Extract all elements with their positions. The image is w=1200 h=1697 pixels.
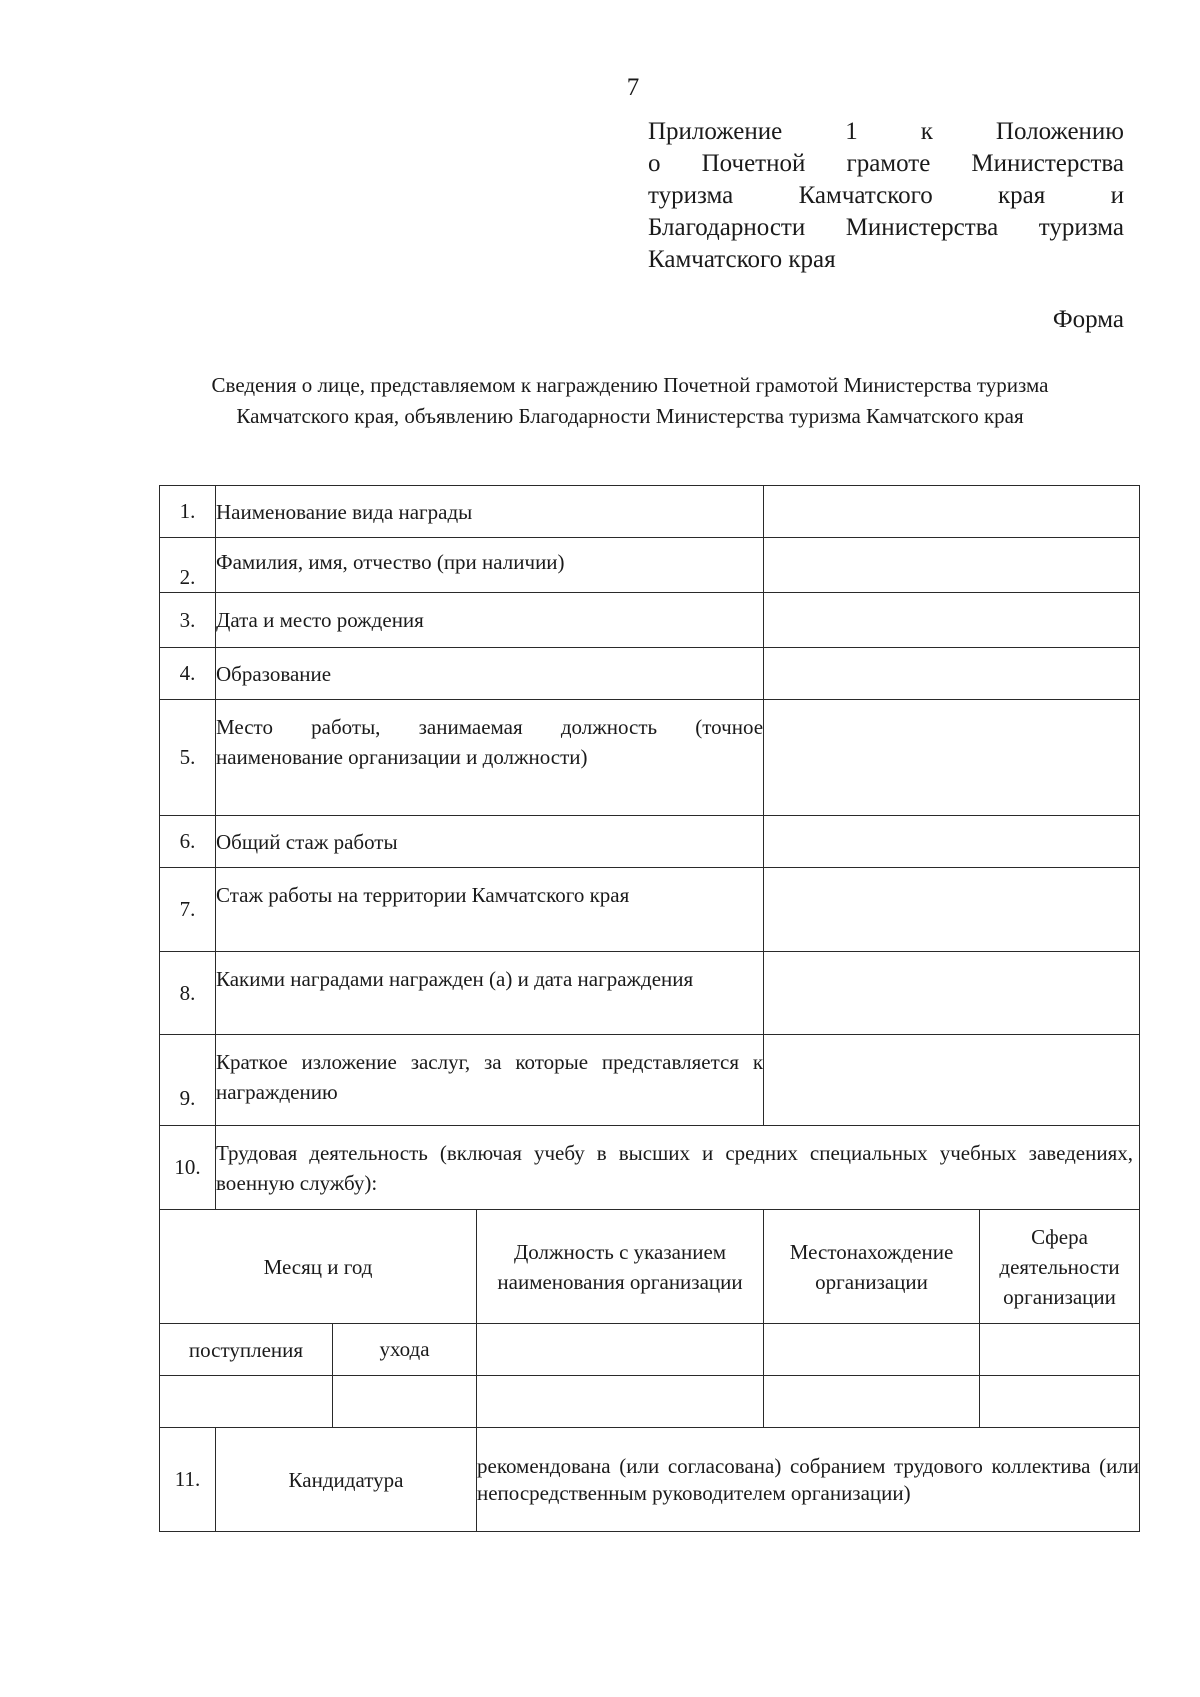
form-heading (120, 370, 1140, 432)
table-row (160, 593, 1140, 648)
row-label: Стаж работы на территории Камчатского края (216, 868, 764, 952)
location-header: Местонахождение организации (764, 1210, 980, 1324)
work-table-row (160, 1376, 1140, 1428)
value-cell[interactable] (477, 1324, 764, 1376)
table-row (160, 700, 1140, 816)
row-number: 1. (160, 486, 216, 538)
appendix-line: Приложение 1 к Положению (648, 118, 1124, 145)
table-row (160, 816, 1140, 868)
location-cell[interactable] (764, 1376, 980, 1428)
value-cell[interactable] (764, 952, 1140, 1035)
sphere-header: Сфера деятельности организации (980, 1210, 1140, 1324)
form-heading-line: Камчатского края, объявлению Благодарности Министерства туризма Камчатского края (236, 404, 1024, 428)
value-cell[interactable] (980, 1324, 1140, 1376)
appendix-reference (648, 116, 1124, 276)
candidacy-label: Кандидатура (216, 1428, 477, 1532)
sphere-cell[interactable] (980, 1376, 1140, 1428)
appendix-line: о Почетной грамоте Министерства (648, 150, 1124, 177)
row-label: Наименование вида награды (216, 486, 764, 538)
value-cell[interactable] (764, 593, 1140, 648)
form-heading-line: Сведения о лице, представляемом к награждению Почетной грамотой Министерства туризма (211, 373, 1049, 397)
value-cell[interactable] (764, 700, 1140, 816)
row-number: 6. (160, 816, 216, 868)
work-table-header (160, 1210, 1140, 1324)
table-row (160, 1035, 1140, 1126)
table-row (160, 486, 1140, 538)
row-label: Место работы, занимаемая должность (точное наименование организации и должности) (216, 700, 764, 816)
leave-header: ухода (333, 1324, 477, 1376)
row-number: 9. (160, 1035, 216, 1126)
table-row (160, 868, 1140, 952)
position-header: Должность с указанием наименования организации (477, 1210, 764, 1324)
row-number: 3. (160, 593, 216, 648)
table-row (160, 538, 1140, 593)
table-row (160, 648, 1140, 700)
row-label: Фамилия, имя, отчество (при наличии) (216, 538, 764, 593)
row-number: 4. (160, 648, 216, 700)
row-label: Краткое изложение заслуг, за которые представляется к награждению (216, 1035, 764, 1126)
position-cell[interactable] (477, 1376, 764, 1428)
row-number: 7. (160, 868, 216, 952)
leave-date-cell[interactable] (333, 1376, 477, 1428)
candidacy-text: рекомендована (или согласована) собранием трудового коллектива (или непосредственным руководителем организации) (477, 1428, 1140, 1532)
month-year-header: Месяц и год (160, 1210, 477, 1324)
row-label: Образование (216, 648, 764, 700)
row-number: 2. (160, 538, 216, 593)
nomination-form-table (159, 485, 1140, 1532)
row-number: 10. (160, 1126, 216, 1210)
table-row (160, 1126, 1140, 1210)
value-cell[interactable] (764, 486, 1140, 538)
value-cell[interactable] (764, 816, 1140, 868)
row-label: Какими наградами награжден (а) и дата награждения (216, 952, 764, 1035)
row-label: Трудовая деятельность (включая учебу в высших и средних специальных учебных заведениях, военную службу): (216, 1126, 1140, 1210)
appendix-line: туризма Камчатского края и (648, 182, 1124, 209)
row-number: 11. (160, 1428, 216, 1532)
work-table-subheader (160, 1324, 1140, 1376)
form-label: Форма (1052, 306, 1124, 333)
appendix-line: Камчатского края (648, 246, 836, 273)
value-cell[interactable] (764, 648, 1140, 700)
entry-header: поступления (160, 1324, 333, 1376)
value-cell[interactable] (764, 538, 1140, 593)
row-label: Дата и место рождения (216, 593, 764, 648)
value-cell[interactable] (764, 868, 1140, 952)
row-number: 8. (160, 952, 216, 1035)
page-number: 7 (626, 74, 640, 101)
value-cell[interactable] (764, 1035, 1140, 1126)
table-row (160, 952, 1140, 1035)
value-cell[interactable] (764, 1324, 980, 1376)
row-label: Общий стаж работы (216, 816, 764, 868)
row-number: 5. (160, 700, 216, 816)
table-row (160, 1428, 1140, 1532)
appendix-line: Благодарности Министерства туризма (648, 214, 1124, 241)
entry-date-cell[interactable] (160, 1376, 333, 1428)
